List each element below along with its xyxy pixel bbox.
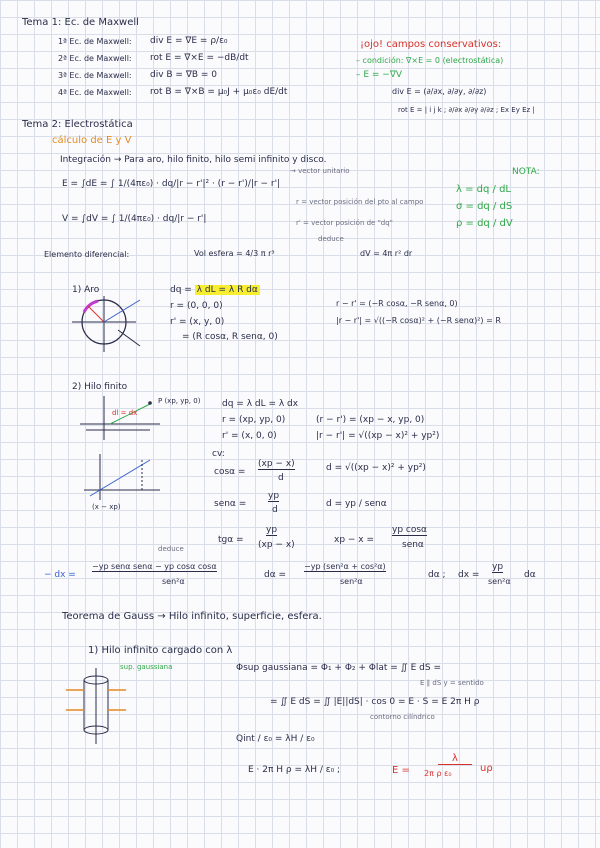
gauss-flux: Φsup gaussiana = Φ₁ + Φ₂ + Φlat = ∬ E dS = — [236, 663, 441, 673]
dx-num: −yp senα senα − yp cosα cosα — [92, 562, 217, 571]
eq4: rot B = ∇×B = μ₀J + μ₀ε₀ dE/dt — [150, 87, 288, 97]
aro-mod: |r − r'| = √((−R cosα)² + (−R senα)²) = R — [336, 316, 501, 325]
E-formula: E = ∫dE = ∫ 1/(4πε₀) · dq/|r − r'|² · (r − r')/|r − r'| — [62, 179, 281, 189]
tg-lhs: tgα = — [218, 535, 244, 545]
sen-den: d — [272, 505, 278, 515]
rot-definition: rot E = | i j k ; ∂/∂x ∂/∂y ∂/∂z ; Ex Ey Ez | — [398, 106, 535, 114]
tg-num: yp — [266, 525, 278, 535]
gauss-final-lhs: E · 2π H ρ = λH / ε₀ ; — [248, 765, 341, 775]
aro-dq-highlight: λ dL = λ R dα — [196, 285, 258, 295]
elemento-diferencial: Elemento diferencial: — [44, 250, 130, 259]
nota-label: NOTA: — [512, 167, 540, 177]
xpx-num: yp cosα — [392, 525, 427, 535]
gauss-final-u: uρ — [480, 763, 493, 774]
gauss-final-den: 2π ρ ε₀ — [424, 769, 452, 778]
xpx-lhs: xp − x = — [334, 535, 375, 545]
hilo-mod: |r − r'| = √((xp − x)² + yp²) — [316, 431, 440, 441]
V-formula: V = ∫dV = ∫ 1/(4πε₀) · dq/|r − r'| — [62, 214, 207, 224]
aro-diff: r − r' = (−R cosα, −R senα, 0) — [336, 299, 458, 308]
hilo-dq: dq = λ dL = λ dx — [222, 399, 299, 409]
eq1: div E = ∇E = ρ/ε₀ — [150, 36, 228, 46]
sigma-def: σ = dq / dS — [456, 201, 513, 212]
aro-rp2: = (R cosα, R senα, 0) — [182, 332, 278, 342]
gauss-cylinder-diagram — [66, 668, 126, 744]
condition: – condición: ∇×E = 0 (electrostática) — [356, 56, 504, 65]
deduce-note: deduce — [318, 235, 344, 243]
rp-definition: r' = vector posición de "dq" — [296, 219, 393, 227]
dx-final-den: sen²α — [488, 577, 511, 586]
aro-r: r = (0, 0, 0) — [170, 301, 223, 311]
sen-lhs: senα = — [214, 499, 247, 509]
dx-den2: sen²α — [340, 577, 363, 586]
eq2-label: 2ª Ec. de Maxwell: — [58, 54, 132, 63]
d-formula-1: d = √((xp − x)² + yp²) — [326, 463, 426, 473]
note-title: ¡ojo! campos conservativos: — [360, 39, 502, 50]
dx-den: sen²α — [162, 577, 185, 586]
dx-final-end: dα — [524, 570, 536, 580]
gradient: – E = −∇V — [356, 70, 403, 80]
integracion-line: Integración → Para aro, hilo finito, hilo semi infinito y disco. — [60, 155, 327, 165]
dx-final-num: yp — [492, 562, 504, 572]
hilo-diagram-2 — [84, 454, 160, 500]
tema2-title: Tema 2: Electrostática — [22, 119, 133, 130]
eq3-label: 3ª Ec. de Maxwell: — [58, 71, 132, 80]
gauss-flux2: = ∬ E dS = ∬ |E||dS| · cos 0 = E · S = E 2π H ρ — [270, 697, 480, 707]
hilo-dl: dl = dx — [112, 409, 138, 417]
tema1-title: Tema 1: Ec. de Maxwell — [22, 17, 139, 28]
aro-dq: dq = λ dL = λ R dα — [170, 285, 258, 295]
cos-lhs: cosα = — [214, 467, 246, 477]
cos-den: d — [278, 473, 284, 483]
sen-num: yp — [268, 491, 280, 501]
div-definition: div E = (∂/∂x, ∂/∂y, ∂/∂z) — [392, 87, 487, 96]
xpx-den: senα — [402, 540, 424, 550]
hilo-xpl: (x − xp) — [92, 503, 121, 511]
hilo-deduce: deduce — [158, 545, 184, 553]
gauss-final-E: E = — [392, 765, 410, 776]
cv-label: cv: — [212, 449, 225, 459]
gauss-title: Teorema de Gauss → Hilo infinito, superficie, esfera. — [62, 611, 322, 622]
dx-lhs: − dx = — [44, 570, 76, 580]
sup-gaussiana: sup. gaussiana — [120, 663, 173, 671]
gauss-item: 1) Hilo infinito cargado con λ — [88, 645, 233, 656]
gauss-note: E ∥ dS y = sentido — [420, 679, 484, 687]
aro-rp: r' = (x, y, 0) — [170, 317, 225, 327]
cos-num: (xp − x) — [258, 459, 295, 469]
aro-title: 1) Aro — [72, 285, 100, 295]
r-definition: r = vector posición del pto al campo — [296, 198, 424, 206]
hilo-r: r = (xp, yp, 0) — [222, 415, 286, 425]
lambda-def: λ = dq / dL — [456, 184, 511, 195]
dx-mid: dα = — [264, 570, 287, 580]
contorno: contorno cilíndrico — [370, 713, 435, 721]
aro-diagram — [72, 296, 140, 352]
d-formula-2: d = yp / senα — [326, 499, 387, 509]
eq4-label: 4ª Ec. de Maxwell: — [58, 88, 132, 97]
tema2-subtitle: cálculo de E y V — [52, 135, 132, 146]
tg-den: (xp − x) — [258, 540, 295, 550]
dV-formula: dV = 4π r² dr — [360, 249, 413, 258]
hilo-title: 2) Hilo finito — [72, 382, 128, 392]
eq3: div B = ∇B = 0 — [150, 70, 218, 80]
vol-esfera: Vol esfera = 4/3 π r³ — [194, 249, 275, 258]
hilo-diff: (r − r') = (xp − x, yp, 0) — [316, 415, 425, 425]
hilo-P: P (xp, yp, 0) — [158, 397, 201, 405]
rho-def: ρ = dq / dV — [456, 218, 513, 229]
dx-end: dα ; — [428, 570, 446, 580]
gauss-final-num: λ — [438, 754, 472, 765]
vector-unitario: → vector unitario — [290, 167, 350, 175]
eq1-label: 1ª Ec. de Maxwell: — [58, 37, 132, 46]
eq2: rot E = ∇×E = −dB/dt — [150, 53, 249, 63]
dx-final: dx = — [458, 570, 480, 580]
hilo-rp: r' = (x, 0, 0) — [222, 431, 277, 441]
dx-num2: −yp (sen²α + cos²α) — [304, 562, 386, 571]
hilo-diagram-1 — [80, 396, 160, 440]
qint: Qint / ε₀ = λH / ε₀ — [236, 734, 315, 744]
